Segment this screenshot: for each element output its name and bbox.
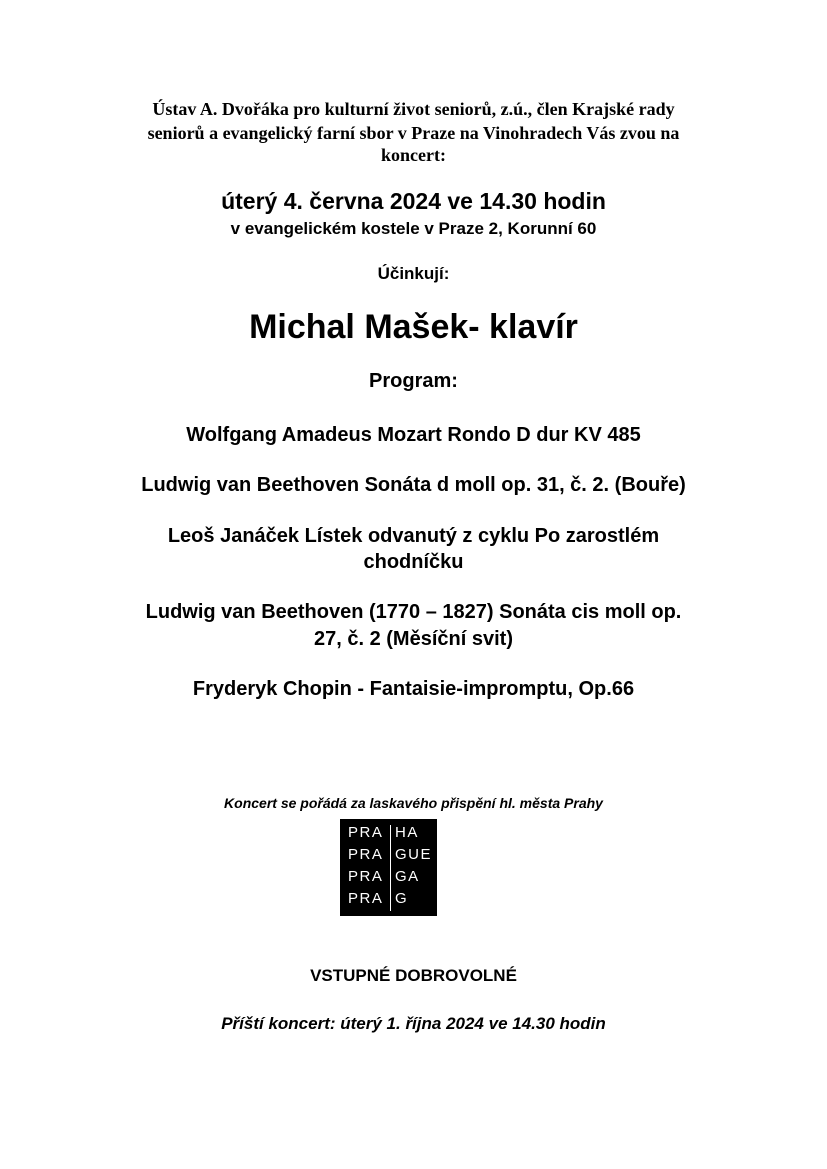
logo-text-right: G xyxy=(395,890,409,907)
program-heading: Program: xyxy=(369,370,458,392)
logo-row xyxy=(340,889,437,909)
event-venue: v evangelickém kostele v Praze 2, Korunní 60 xyxy=(230,219,597,238)
logo-text-right: GA xyxy=(395,868,420,885)
program-item-chopin: Fryderyk Chopin - Fantaisie-impromptu, Op.66 xyxy=(192,678,635,700)
logo-text-left: PRA xyxy=(348,846,384,863)
performer-name: Michal Mašek- klavír xyxy=(249,308,578,346)
logo-text-right: GUE xyxy=(395,846,433,863)
intro-line-3: koncert: xyxy=(381,145,446,165)
sponsor-note: Koncert se pořádá za laskavého přispění hl. města Prahy xyxy=(224,795,603,811)
logo-text-left: PRA xyxy=(348,868,384,885)
admission-note: VSTUPNÉ DOBROVOLNÉ xyxy=(310,966,517,985)
logo-text-left: PRA xyxy=(348,890,384,907)
logo-text-left: PRA xyxy=(348,824,384,841)
program-item-beethoven-2a: Ludwig van Beethoven (1770 – 1827) Sonáta cis moll op. xyxy=(145,601,682,623)
program-item-beethoven-2b: 27, č. 2 (Měsíční svit) xyxy=(314,628,513,650)
logo-row xyxy=(340,867,437,887)
logo-row xyxy=(340,845,437,865)
program-item-beethoven-1: Ludwig van Beethoven Sonáta d moll op. 31, č. 2. (Bouře) xyxy=(141,474,686,496)
performers-heading: Účinkují: xyxy=(377,264,450,283)
logo-row xyxy=(340,823,437,843)
intro-line-2: seniorů a evangelický farní sbor v Praze na Vinohradech Vás zvou na xyxy=(147,123,680,143)
program-item-mozart: Wolfgang Amadeus Mozart Rondo D dur KV 485 xyxy=(186,424,641,446)
event-datetime: úterý 4. června 2024 ve 14.30 hodin xyxy=(221,188,606,214)
prague-city-logo xyxy=(340,819,437,916)
program-item-janacek-1: Leoš Janáček Lístek odvanutý z cyklu Po zarostlém xyxy=(167,525,660,547)
program-item-janacek-2: chodníčku xyxy=(363,551,464,573)
intro-line-1: Ústav A. Dvořáka pro kulturní život seniorů, z.ú., člen Krajské rady xyxy=(152,99,675,119)
logo-text-right: HA xyxy=(395,824,419,841)
next-concert-note: Příští koncert: úterý 1. října 2024 ve 14.30 hodin xyxy=(221,1014,606,1033)
